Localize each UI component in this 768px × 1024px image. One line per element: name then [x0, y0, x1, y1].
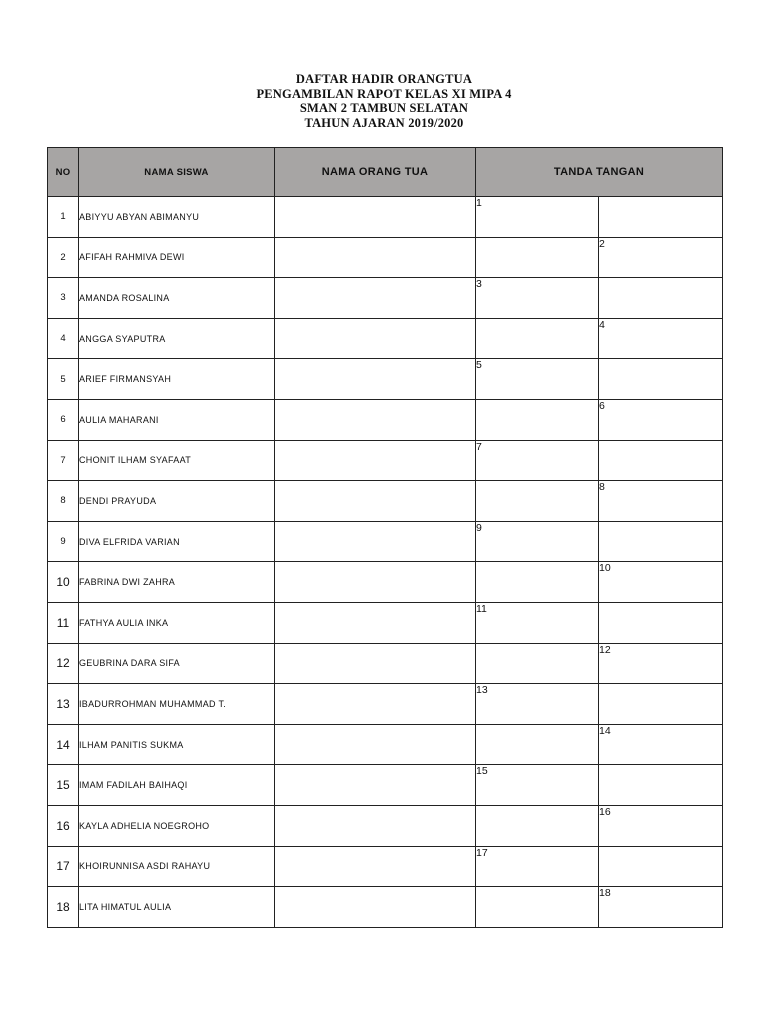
column-header-nama-siswa: NAMA SISWA	[79, 148, 275, 197]
parent-name-field[interactable]	[275, 278, 476, 319]
signature-cell-right[interactable]	[599, 521, 723, 562]
table-header-row	[48, 148, 723, 197]
signature-cell-left[interactable]	[476, 765, 599, 806]
signature-cell-right[interactable]	[599, 643, 723, 684]
table-row	[48, 481, 723, 522]
signature-cell-left[interactable]	[476, 440, 599, 481]
row-number: 11	[48, 602, 79, 643]
title-line-2: PENGAMBILAN RAPOT KELAS XI MIPA 4	[256, 86, 512, 101]
signature-cell-left[interactable]	[476, 805, 599, 846]
table-row	[48, 237, 723, 278]
column-header-nama-orang-tua: NAMA ORANG TUA	[275, 148, 476, 197]
row-number: 3	[48, 278, 79, 319]
signature-cell-right[interactable]	[599, 197, 723, 238]
student-name: FABRINA DWI ZAHRA	[79, 562, 275, 603]
signature-number: 13	[476, 684, 488, 697]
parent-name-field[interactable]	[275, 724, 476, 765]
parent-name-field[interactable]	[275, 602, 476, 643]
signature-number: 11	[476, 602, 487, 615]
table-row	[48, 805, 723, 846]
signature-number: 17	[476, 846, 488, 859]
signature-cell-right[interactable]	[599, 765, 723, 806]
table-row	[48, 724, 723, 765]
parent-name-field[interactable]	[275, 359, 476, 400]
parent-name-field[interactable]	[275, 197, 476, 238]
parent-name-field[interactable]	[275, 684, 476, 725]
signature-cell-left[interactable]	[476, 481, 599, 522]
signature-cell-left[interactable]	[476, 237, 599, 278]
signature-cell-left[interactable]	[476, 521, 599, 562]
signature-cell-left[interactable]	[476, 197, 599, 238]
parent-name-field[interactable]	[275, 887, 476, 928]
row-number: 18	[48, 887, 79, 928]
row-number: 5	[48, 359, 79, 400]
signature-cell-left[interactable]	[476, 846, 599, 887]
signature-cell-right[interactable]	[599, 887, 723, 928]
row-number: 16	[48, 805, 79, 846]
row-number: 1	[48, 197, 79, 238]
title-line-4: TAHUN AJARAN 2019/2020	[304, 115, 464, 130]
table-row	[48, 562, 723, 603]
signature-cell-right[interactable]	[599, 440, 723, 481]
table-row	[48, 846, 723, 887]
signature-cell-right[interactable]	[599, 805, 723, 846]
student-name: GEUBRINA DARA SIFA	[79, 643, 275, 684]
signature-cell-left[interactable]	[476, 399, 599, 440]
signature-cell-left[interactable]	[476, 643, 599, 684]
signature-cell-right[interactable]	[599, 724, 723, 765]
parent-name-field[interactable]	[275, 481, 476, 522]
signature-cell-right[interactable]	[599, 562, 723, 603]
signature-number: 16	[599, 805, 611, 818]
table-row	[48, 765, 723, 806]
student-name: DIVA ELFRIDA VARIAN	[79, 521, 275, 562]
signature-cell-left[interactable]	[476, 602, 599, 643]
parent-name-field[interactable]	[275, 318, 476, 359]
signature-number: 18	[599, 887, 611, 900]
title-line-1: DAFTAR HADIR ORANGTUA	[295, 72, 473, 86]
parent-name-field[interactable]	[275, 562, 476, 603]
parent-name-field[interactable]	[275, 765, 476, 806]
row-number: 12	[48, 643, 79, 684]
parent-name-field[interactable]	[275, 521, 476, 562]
signature-cell-right[interactable]	[599, 846, 723, 887]
signature-cell-right[interactable]	[599, 278, 723, 319]
row-number: 8	[48, 481, 79, 522]
title-line-3: SMAN 2 TAMBUN SELATAN	[299, 101, 469, 115]
signature-cell-right[interactable]	[599, 481, 723, 522]
signature-number: 15	[476, 765, 488, 778]
signature-cell-left[interactable]	[476, 724, 599, 765]
signature-number: 14	[599, 724, 611, 737]
signature-number: 7	[476, 440, 482, 453]
signature-cell-right[interactable]	[599, 684, 723, 725]
row-number: 9	[48, 521, 79, 562]
table-row	[48, 684, 723, 725]
row-number: 6	[48, 399, 79, 440]
student-name: IMAM FADILAH BAIHAQI	[79, 765, 275, 806]
signature-number: 4	[599, 318, 605, 331]
student-name: FATHYA AULIA INKA	[79, 602, 275, 643]
row-number: 4	[48, 318, 79, 359]
signature-number: 10	[599, 562, 611, 575]
table-row	[48, 887, 723, 928]
row-number: 7	[48, 440, 79, 481]
parent-name-field[interactable]	[275, 846, 476, 887]
student-name: AFIFAH RAHMIVA DEWI	[79, 237, 275, 278]
parent-name-field[interactable]	[275, 805, 476, 846]
signature-cell-left[interactable]	[476, 684, 599, 725]
signature-cell-left[interactable]	[476, 318, 599, 359]
attendance-table	[47, 147, 723, 928]
table-row	[48, 521, 723, 562]
row-number: 2	[48, 237, 79, 278]
row-number: 15	[48, 765, 79, 806]
signature-number: 5	[476, 359, 482, 372]
signature-number: 8	[599, 481, 605, 494]
parent-name-field[interactable]	[275, 237, 476, 278]
signature-cell-right[interactable]	[599, 399, 723, 440]
signature-number: 6	[599, 399, 605, 412]
column-header-no: NO	[48, 148, 79, 197]
student-name: ABIYYU ABYAN ABIMANYU	[79, 197, 275, 238]
signature-cell-right[interactable]	[599, 359, 723, 400]
signature-number: 9	[476, 521, 482, 534]
row-number: 10	[48, 562, 79, 603]
student-name: ARIEF FIRMANSYAH	[79, 359, 275, 400]
student-name: ANGGA SYAPUTRA	[79, 318, 275, 359]
parent-name-field[interactable]	[275, 399, 476, 440]
student-name: AMANDA ROSALINA	[79, 278, 275, 319]
student-name: ILHAM PANITIS SUKMA	[79, 724, 275, 765]
student-name: LITA HIMATUL AULIA	[79, 887, 275, 928]
table-row	[48, 643, 723, 684]
row-number: 14	[48, 724, 79, 765]
signature-cell-right[interactable]	[599, 602, 723, 643]
student-name: KAYLA ADHELIA NOEGROHO	[79, 805, 275, 846]
table-row	[48, 197, 723, 238]
signature-cell-left[interactable]	[476, 278, 599, 319]
signature-cell-left[interactable]	[476, 359, 599, 400]
row-number: 13	[48, 684, 79, 725]
student-name: IBADURROHMAN MUHAMMAD T.	[79, 684, 275, 725]
student-name: DENDI PRAYUDA	[79, 481, 275, 522]
signature-number: 2	[599, 237, 605, 250]
parent-name-field[interactable]	[275, 643, 476, 684]
signature-cell-right[interactable]	[599, 237, 723, 278]
row-number: 17	[48, 846, 79, 887]
parent-name-field[interactable]	[275, 440, 476, 481]
table-row	[48, 359, 723, 400]
student-name: AULIA MAHARANI	[79, 399, 275, 440]
column-header-tanda-tangan: TANDA TANGAN	[476, 148, 723, 197]
table-row	[48, 318, 723, 359]
signature-cell-left[interactable]	[476, 562, 599, 603]
table-row	[48, 399, 723, 440]
signature-number: 3	[476, 278, 482, 291]
student-name: CHONIT ILHAM SYAFAAT	[79, 440, 275, 481]
student-name: KHOIRUNNISA ASDI RAHAYU	[79, 846, 275, 887]
table-row	[48, 278, 723, 319]
table-row	[48, 440, 723, 481]
signature-cell-left[interactable]	[476, 887, 599, 928]
table-row	[48, 602, 723, 643]
signature-number: 12	[599, 643, 611, 656]
document-title	[0, 72, 768, 130]
signature-number: 1	[476, 197, 482, 209]
signature-cell-right[interactable]	[599, 318, 723, 359]
